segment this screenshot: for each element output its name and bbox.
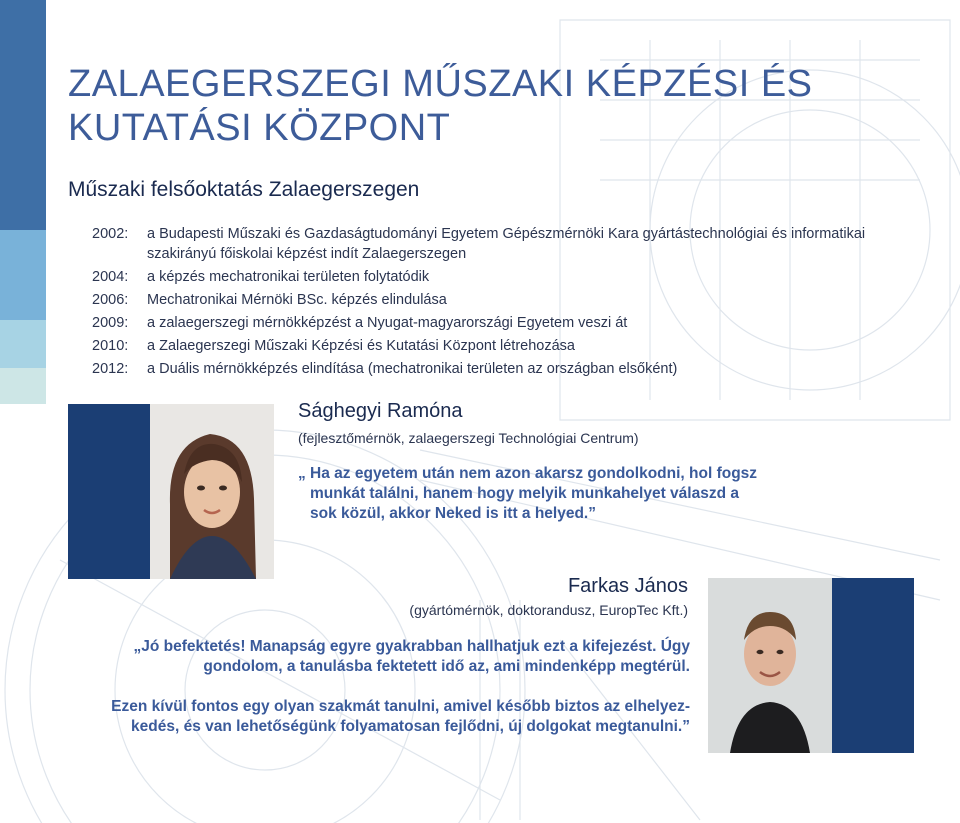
timeline-year: 2010: bbox=[92, 338, 129, 354]
timeline-row bbox=[92, 267, 872, 287]
timeline-row bbox=[92, 336, 872, 356]
timeline-row bbox=[92, 359, 872, 379]
timeline-year: 2002: bbox=[92, 226, 129, 242]
timeline-text: a Duális mérnökképzés elindítása (mechatronikai területen az országban elsőként) bbox=[147, 361, 678, 377]
quote-text: Ezen kívül fontos egy olyan szakmát tanulni, amivel később biztos az elhelyez-kedés, és van lehetőségünk folyamatosan fejlődni, új dolgokat megtanulni.” bbox=[111, 698, 690, 735]
timeline-text: a Budapesti Műszaki és Gazdaságtudományi Egyetem Gépészmérnöki Kara gyártástechnológiai és informatikai szakirányú főiskolai képzést indít Zalaegerszegen bbox=[147, 226, 866, 262]
timeline-year: 2004: bbox=[92, 269, 129, 285]
timeline-text: a zalaegerszegi mérnökképzést a Nyugat-magyarországi Egyetem veszi át bbox=[147, 315, 628, 331]
testimonial-name-1: Sághegyi Ramóna bbox=[298, 400, 463, 422]
section-subtitle: Műszaki felsőoktatás Zalaegerszegen bbox=[68, 178, 420, 201]
testimonial-quote-1 bbox=[298, 464, 768, 524]
portrait-photo-ramona bbox=[150, 404, 274, 579]
timeline-row bbox=[92, 313, 872, 333]
woman-portrait-icon bbox=[150, 404, 274, 579]
testimonial-quote-2 bbox=[86, 637, 690, 737]
timeline-row bbox=[92, 290, 872, 310]
timeline-year: 2006: bbox=[92, 292, 129, 308]
timeline-text: a Zalaegerszegi Műszaki Képzési és Kutatási Központ létrehozása bbox=[147, 338, 575, 354]
testimonial-role-2: (gyártómérnök, doktorandusz, EuropTec Kft.) bbox=[409, 602, 688, 618]
testimonial-name-2: Farkas János bbox=[567, 575, 688, 597]
timeline-text: a képzés mechatronikai területen folytatódik bbox=[147, 269, 430, 285]
timeline-year: 2009: bbox=[92, 315, 129, 331]
timeline-year: 2012: bbox=[92, 361, 129, 377]
page-title: ZALAEGERSZEGI MŰSZAKI KÉPZÉSI ÉS KUTATÁSI KÖZPONT bbox=[68, 63, 813, 149]
testimonial-role-1: (fejlesztőmérnök, zalaegerszegi Technológiai Centrum) bbox=[298, 430, 639, 446]
timeline-row bbox=[92, 224, 872, 264]
portrait-photo-janos bbox=[708, 578, 832, 753]
quote-text: „ Ha az egyetem után nem azon akarsz gondolkodni, hol fogsz munkát találni, hanem hogy melyik munkahelyet válaszd a sok közül, akkor Neked is itt a helyed.” bbox=[298, 465, 758, 522]
quote-text: „Jó befektetés! Manapság egyre gyakrabban hallhatjuk ezt a kifejezést. Úgy gondolom, a tanulásba fektetett idő az, ami mindenképp megtérül. bbox=[133, 638, 690, 675]
timeline bbox=[92, 224, 872, 382]
navy-accent-block-2 bbox=[832, 578, 914, 753]
navy-accent-block-1 bbox=[68, 404, 150, 579]
timeline-text: Mechatronikai Mérnöki BSc. képzés elindulása bbox=[147, 292, 447, 308]
man-portrait-icon bbox=[708, 578, 832, 753]
